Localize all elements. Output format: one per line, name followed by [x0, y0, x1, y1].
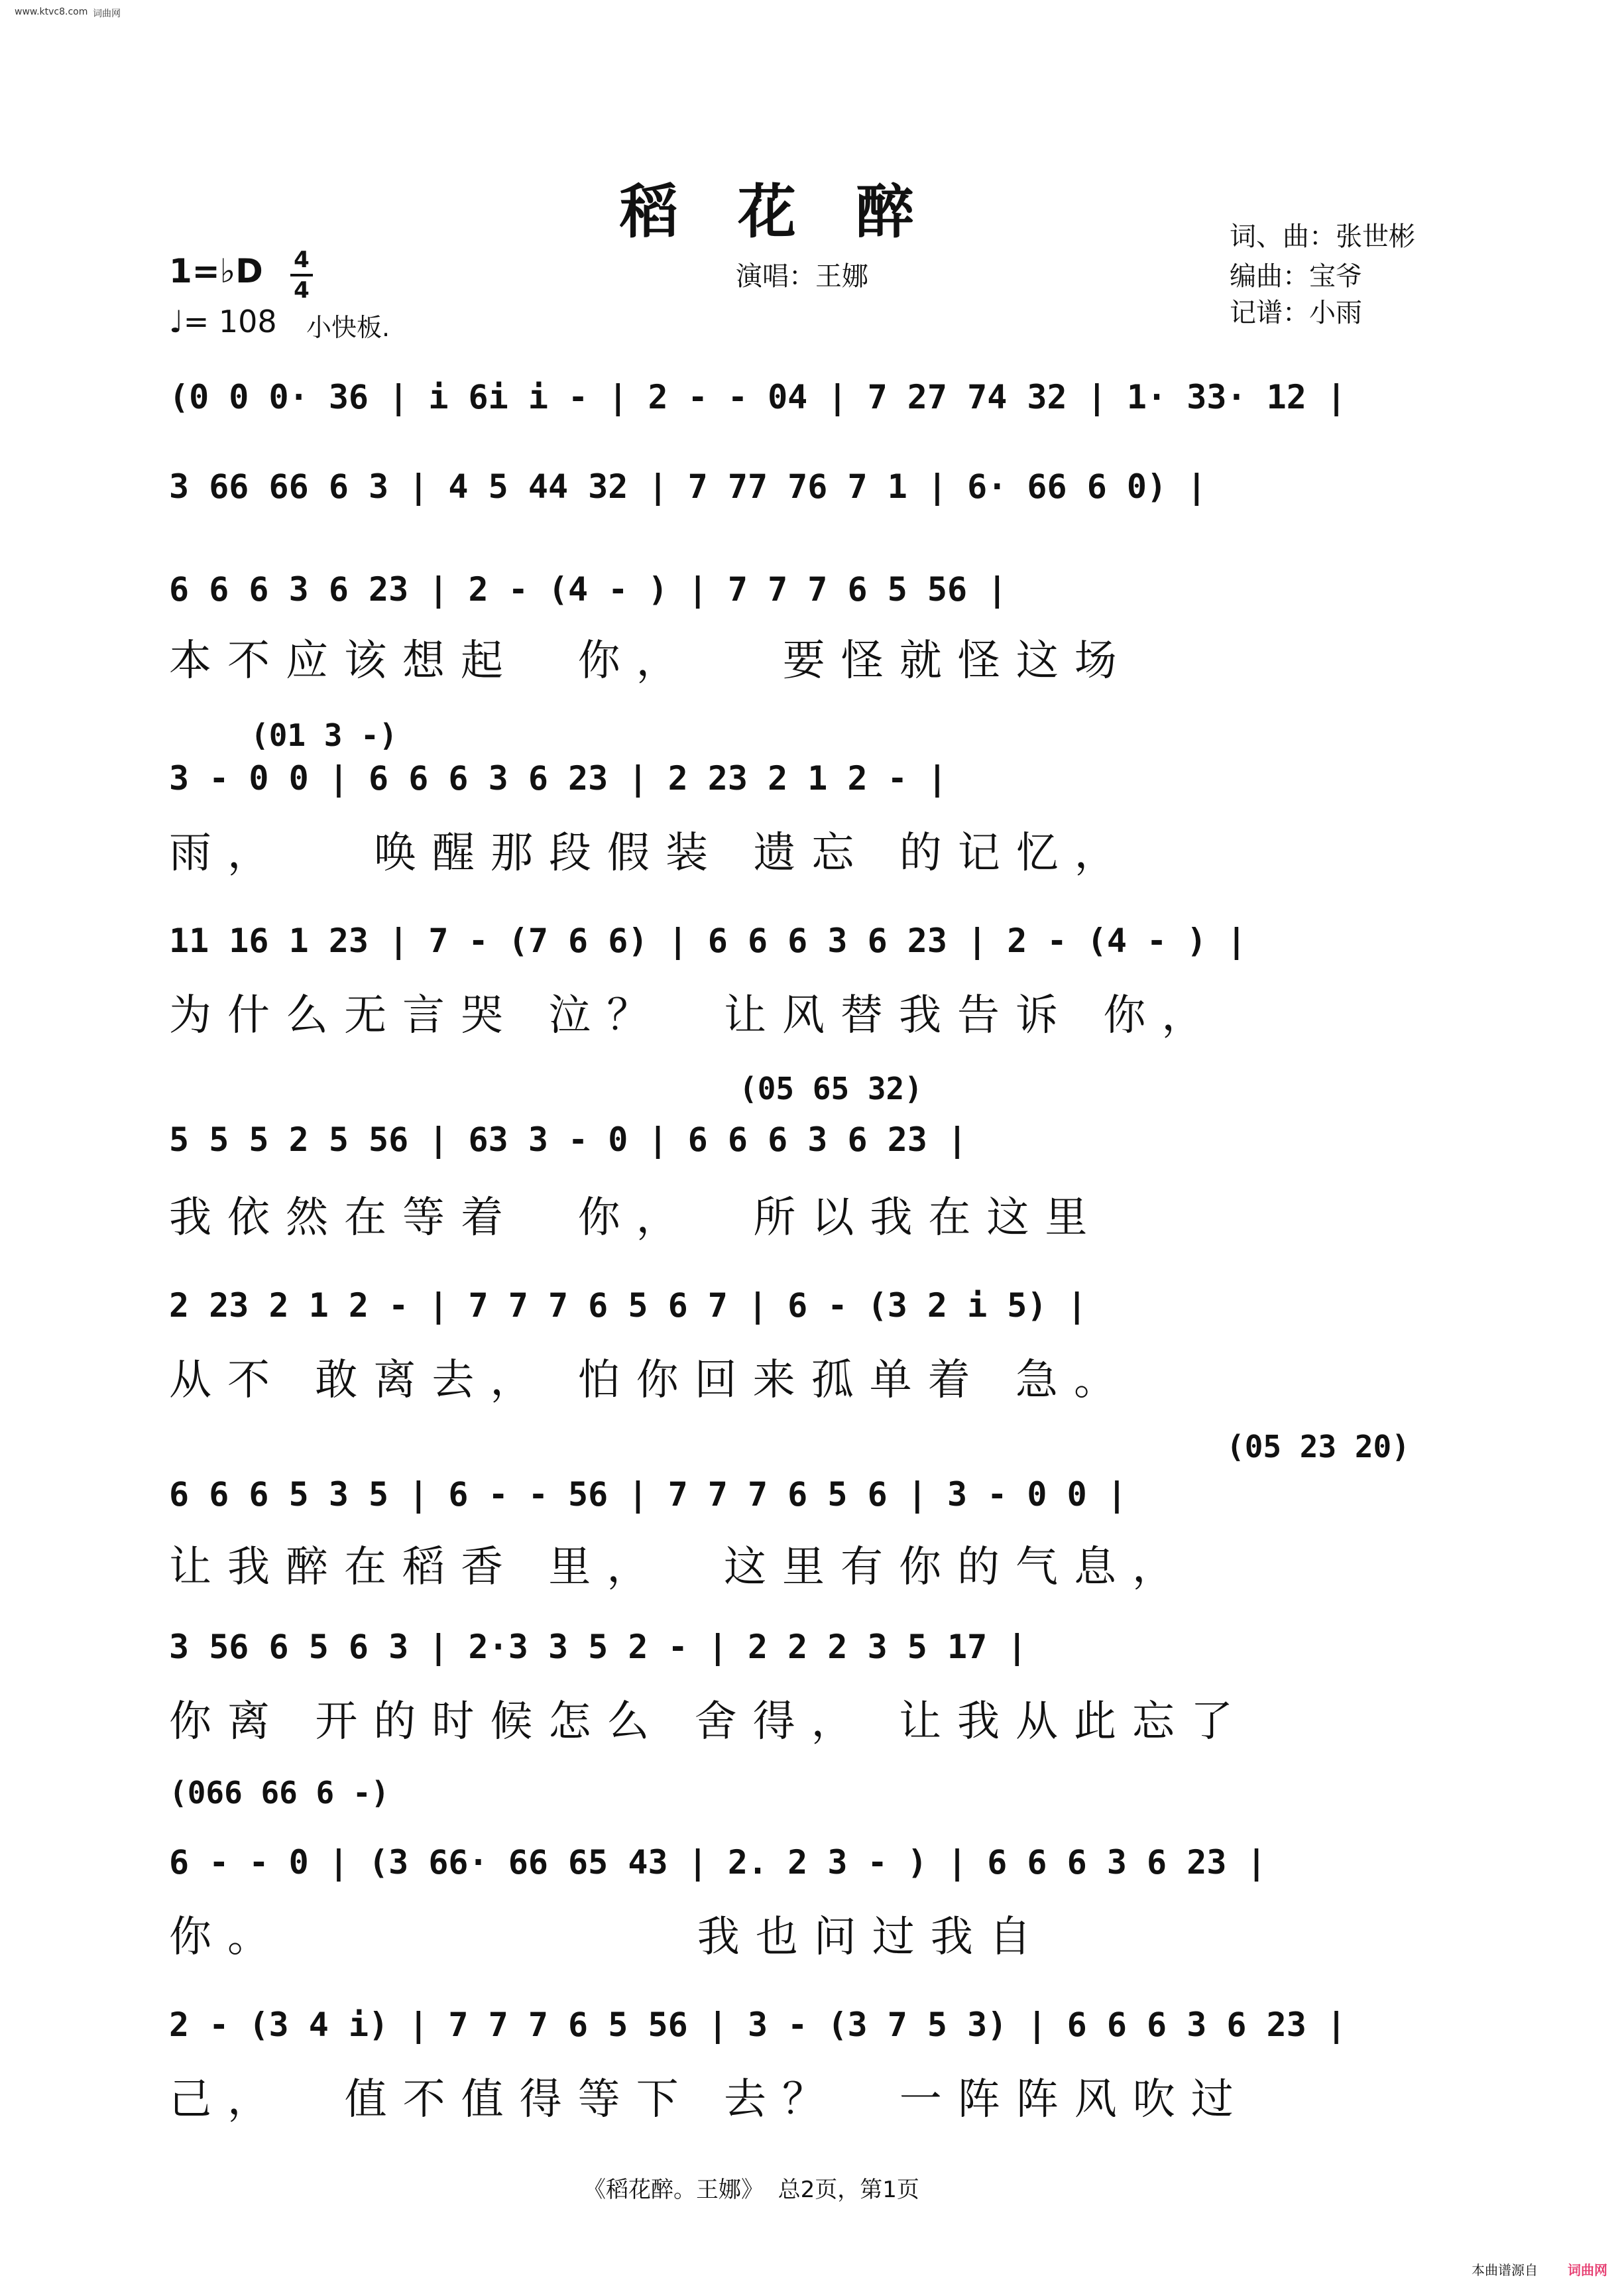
time-signature-bar [290, 274, 313, 276]
source-stamp: 本曲谱源自 [1472, 2262, 1538, 2278]
lyric-line-8: 让我醉在稻香 里， 这里有你的气息， [169, 1543, 1191, 1592]
transcriber-credit: 记谱：小雨 [1230, 298, 1362, 328]
music-line-5: 11 16 1 23 | 7 - (7 6 6) | 6 6 6 3 6 23 | 2 - (4 - ) | [169, 922, 1247, 960]
tempo-marking: ♩= 108 [169, 304, 277, 339]
lyric-line-4: 雨， 唤醒那段假装 遗忘 的记忆， [169, 829, 1133, 878]
arranger-credit: 编曲：宝爷 [1230, 261, 1362, 292]
music-line-8: 6 6 6 5 3 5 | 6 - - 56 | 7 7 7 6 5 6 | 3 - 0 0 | [169, 1475, 1127, 1514]
lyric-line-7: 从不 敢离去， 怕你回来孤单着 急。 [169, 1356, 1133, 1405]
right-edge-decoration [1611, 27, 1623, 2257]
lyric-line-5: 为什么无言哭 泣？ 让风替我告诉 你， [169, 991, 1220, 1040]
singer-credit: 演唱：王娜 [736, 261, 868, 292]
lyric-line-6: 我依然在等着 你， 所以我在这里 [169, 1193, 1104, 1242]
site-brand-top: 词曲网 [93, 9, 121, 19]
tempo-text: 小快板. [306, 313, 390, 342]
bracket-line-6: (05 65 32) [739, 1071, 923, 1107]
music-line-2: 3 66 66 6 3 | 4 5 44 32 | 7 77 76 7 1 | 6· 66 6 0) | [169, 467, 1207, 506]
key-signature: 1=♭D [169, 252, 263, 290]
music-line-3: 6 6 6 3 6 23 | 2 - (4 - ) | 7 7 7 6 5 56 | [169, 570, 1008, 609]
music-line-10: 6 - - 0 | (3 66· 66 65 43 | 2. 2 3 - ) | 6 6 6 3 6 23 | [169, 1843, 1267, 1882]
music-line-6: 5 5 5 2 5 56 | 63 3 - 0 | 6 6 6 3 6 23 | [169, 1120, 968, 1159]
page-footer: 《稻花醉。王娜》 总2页，第1页 [583, 2177, 919, 2203]
music-line-9: 3 56 6 5 6 3 | 2·3 3 5 2 - | 2 2 2 3 5 17 | [169, 1628, 1027, 1666]
time-signature-denominator: 4 [294, 277, 310, 304]
music-line-1: (0 0 0· 36 | i 6i i - | 2 - - 04 | 7 27 74 32 | 1· 33· 12 | [169, 378, 1347, 416]
music-line-7: 2 23 2 1 2 - | 7 7 7 6 5 6 7 | 6 - (3 2 i 5) | [169, 1286, 1087, 1325]
lyric-line-10: 你。 我也问过我自 [169, 1913, 1047, 1962]
bracket-line-8: (05 23 20) [1226, 1429, 1410, 1465]
bracket-line-4: (01 3 -) [251, 717, 398, 753]
lyric-line-11: 己， 值不值得等下 去？ 一阵阵风吹过 [169, 2075, 1249, 2124]
time-signature-numerator: 4 [294, 247, 310, 273]
lyric-line-3: 本不应该想起 你， 要怪就怪这场 [169, 636, 1133, 686]
site-url[interactable]: www.ktvc8.com [15, 7, 88, 17]
bracket-line-10: (066 66 6 -) [169, 1775, 390, 1811]
music-line-11: 2 - (3 4 i) | 7 7 7 6 5 56 | 3 - (3 7 5 3) | 6 6 6 3 6 23 | [169, 2006, 1347, 2044]
left-edge-decoration [1, 27, 13, 2257]
music-line-4: 3 - 0 0 | 6 6 6 3 6 23 | 2 23 2 1 2 - | [169, 759, 947, 798]
lyric-line-9: 你离 开的时候怎么 舍得， 让我从此忘了 [169, 1697, 1249, 1746]
brand-watermark: 词曲网 [1568, 2262, 1607, 2278]
page-title: 稻花醉 [620, 177, 974, 246]
composer-credit: 词、曲：张世彬 [1230, 221, 1415, 252]
